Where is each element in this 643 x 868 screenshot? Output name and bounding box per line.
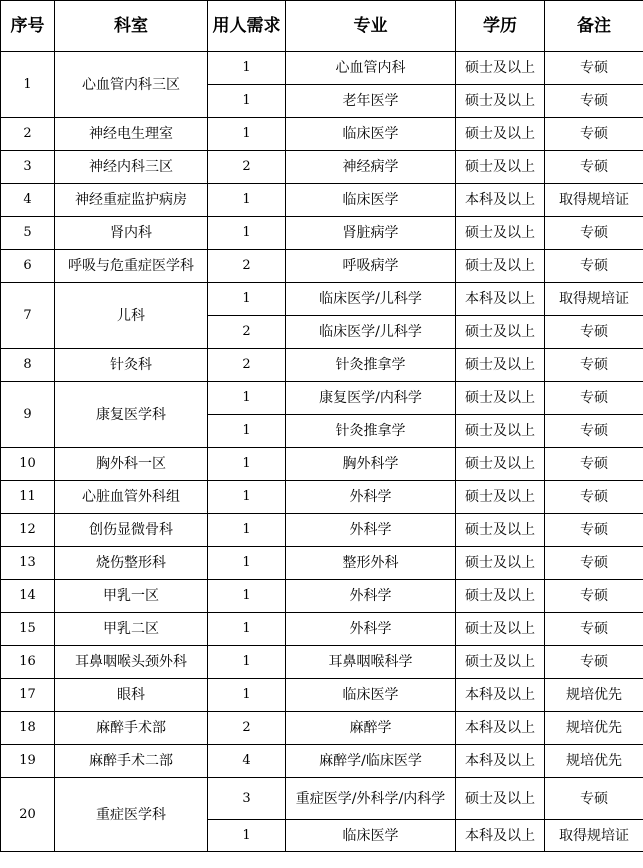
row-no: 17 (1, 679, 55, 712)
header-row (1, 1, 643, 52)
table-row (1, 250, 643, 283)
row-dept: 创伤显微骨科 (55, 514, 208, 547)
row-note: 专硕 (545, 778, 643, 820)
row-no: 20 (1, 778, 55, 852)
row-no: 7 (1, 283, 55, 349)
table-row (1, 349, 643, 382)
row-no: 9 (1, 382, 55, 448)
row-edu: 本科及以上 (456, 679, 545, 712)
header-no: 序号 (1, 1, 55, 52)
row-no: 13 (1, 547, 55, 580)
row-note: 取得规培证 (545, 283, 643, 316)
row-dept: 神经内科三区 (55, 151, 208, 184)
row-major: 临床医学 (286, 184, 456, 217)
row-note: 专硕 (545, 481, 643, 514)
row-edu: 硕士及以上 (456, 580, 545, 613)
row-count: 1 (208, 580, 286, 613)
row-edu: 硕士及以上 (456, 85, 545, 118)
row-note: 专硕 (545, 382, 643, 415)
row-major: 呼吸病学 (286, 250, 456, 283)
header-dept: 科室 (55, 1, 208, 52)
row-major: 康复医学/内科学 (286, 382, 456, 415)
row-count: 1 (208, 283, 286, 316)
row-edu: 硕士及以上 (456, 349, 545, 382)
row-count: 1 (208, 118, 286, 151)
table-row (1, 118, 643, 151)
row-major: 针灸推拿学 (286, 349, 456, 382)
row-major: 耳鼻咽喉科学 (286, 646, 456, 679)
row-edu: 硕士及以上 (456, 52, 545, 85)
row-dept: 神经重症监护病房 (55, 184, 208, 217)
row-note: 专硕 (545, 85, 643, 118)
row-note: 专硕 (545, 415, 643, 448)
row-edu: 硕士及以上 (456, 151, 545, 184)
row-count: 4 (208, 745, 286, 778)
row-major: 临床医学/儿科学 (286, 316, 456, 349)
table-row (1, 151, 643, 184)
row-no: 12 (1, 514, 55, 547)
row-note: 专硕 (545, 646, 643, 679)
row-major: 麻醉学/临床医学 (286, 745, 456, 778)
row-count: 1 (208, 679, 286, 712)
row-no: 8 (1, 349, 55, 382)
row-count: 1 (208, 85, 286, 118)
row-count: 2 (208, 316, 286, 349)
row-no: 14 (1, 580, 55, 613)
table-row (1, 580, 643, 613)
row-major: 外科学 (286, 514, 456, 547)
row-no: 19 (1, 745, 55, 778)
row-edu: 本科及以上 (456, 820, 545, 852)
row-count: 2 (208, 349, 286, 382)
row-dept: 麻醉手术二部 (55, 745, 208, 778)
row-edu: 硕士及以上 (456, 646, 545, 679)
row-edu: 硕士及以上 (456, 217, 545, 250)
table-row (1, 217, 643, 250)
row-major: 临床医学 (286, 679, 456, 712)
row-count: 1 (208, 514, 286, 547)
row-note: 专硕 (545, 613, 643, 646)
row-edu: 硕士及以上 (456, 250, 545, 283)
table-row (1, 745, 643, 778)
table-row (1, 481, 643, 514)
row-edu: 本科及以上 (456, 283, 545, 316)
table-row (1, 184, 643, 217)
table-row (1, 448, 643, 481)
row-edu: 硕士及以上 (456, 415, 545, 448)
row-major: 整形外科 (286, 547, 456, 580)
table-row (1, 679, 643, 712)
table-row (1, 778, 643, 820)
row-major: 外科学 (286, 613, 456, 646)
row-count: 2 (208, 250, 286, 283)
row-note: 规培优先 (545, 745, 643, 778)
row-no: 2 (1, 118, 55, 151)
row-note: 专硕 (545, 151, 643, 184)
row-count: 1 (208, 382, 286, 415)
row-note: 专硕 (545, 580, 643, 613)
row-count: 1 (208, 184, 286, 217)
row-dept: 烧伤整形科 (55, 547, 208, 580)
table-row (1, 712, 643, 745)
row-count: 2 (208, 151, 286, 184)
row-dept: 眼科 (55, 679, 208, 712)
row-no: 11 (1, 481, 55, 514)
row-note: 专硕 (545, 250, 643, 283)
row-major: 神经病学 (286, 151, 456, 184)
row-note: 专硕 (545, 448, 643, 481)
row-dept: 针灸科 (55, 349, 208, 382)
row-count: 1 (208, 547, 286, 580)
row-dept: 儿科 (55, 283, 208, 349)
row-edu: 硕士及以上 (456, 547, 545, 580)
row-note: 专硕 (545, 514, 643, 547)
row-no: 10 (1, 448, 55, 481)
row-edu: 本科及以上 (456, 184, 545, 217)
table-row (1, 514, 643, 547)
row-no: 15 (1, 613, 55, 646)
table-row (1, 613, 643, 646)
row-note: 取得规培证 (545, 184, 643, 217)
row-count: 1 (208, 646, 286, 679)
row-note: 规培优先 (545, 712, 643, 745)
row-count: 3 (208, 778, 286, 820)
row-edu: 硕士及以上 (456, 316, 545, 349)
row-count: 1 (208, 448, 286, 481)
row-edu: 硕士及以上 (456, 514, 545, 547)
row-dept: 康复医学科 (55, 382, 208, 448)
header-edu: 学历 (456, 1, 545, 52)
row-edu: 本科及以上 (456, 712, 545, 745)
row-dept: 神经电生理室 (55, 118, 208, 151)
row-count: 2 (208, 712, 286, 745)
row-major: 针灸推拿学 (286, 415, 456, 448)
row-dept: 心脏血管外科组 (55, 481, 208, 514)
row-note: 专硕 (545, 52, 643, 85)
row-no: 5 (1, 217, 55, 250)
row-no: 3 (1, 151, 55, 184)
row-count: 1 (208, 52, 286, 85)
row-note: 专硕 (545, 547, 643, 580)
row-major: 麻醉学 (286, 712, 456, 745)
row-edu: 本科及以上 (456, 745, 545, 778)
row-major: 心血管内科 (286, 52, 456, 85)
row-dept: 麻醉手术部 (55, 712, 208, 745)
row-dept: 甲乳二区 (55, 613, 208, 646)
row-dept: 呼吸与危重症医学科 (55, 250, 208, 283)
row-no: 16 (1, 646, 55, 679)
header-major: 专业 (286, 1, 456, 52)
row-edu: 硕士及以上 (456, 118, 545, 151)
row-major: 胸外科学 (286, 448, 456, 481)
row-dept: 甲乳一区 (55, 580, 208, 613)
table-row (1, 547, 643, 580)
row-edu: 硕士及以上 (456, 778, 545, 820)
row-dept: 耳鼻咽喉头颈外科 (55, 646, 208, 679)
row-no: 4 (1, 184, 55, 217)
row-count: 1 (208, 820, 286, 852)
row-no: 6 (1, 250, 55, 283)
row-dept: 胸外科一区 (55, 448, 208, 481)
row-major: 重症医学/外科学/内科学 (286, 778, 456, 820)
table-row (1, 283, 643, 316)
row-edu: 硕士及以上 (456, 448, 545, 481)
table-row (1, 382, 643, 415)
row-count: 1 (208, 415, 286, 448)
row-note: 专硕 (545, 118, 643, 151)
row-note: 专硕 (545, 316, 643, 349)
row-note: 规培优先 (545, 679, 643, 712)
table-row (1, 646, 643, 679)
row-major: 外科学 (286, 481, 456, 514)
row-major: 老年医学 (286, 85, 456, 118)
row-edu: 硕士及以上 (456, 382, 545, 415)
row-major: 临床医学/儿科学 (286, 283, 456, 316)
row-edu: 硕士及以上 (456, 613, 545, 646)
row-count: 1 (208, 613, 286, 646)
header-count: 用人需求 (208, 1, 286, 52)
row-dept: 心血管内科三区 (55, 52, 208, 118)
row-note: 取得规培证 (545, 820, 643, 852)
row-major: 外科学 (286, 580, 456, 613)
row-dept: 肾内科 (55, 217, 208, 250)
row-major: 临床医学 (286, 118, 456, 151)
row-count: 1 (208, 481, 286, 514)
header-note: 备注 (545, 1, 643, 52)
row-note: 专硕 (545, 349, 643, 382)
row-edu: 硕士及以上 (456, 481, 545, 514)
row-no: 18 (1, 712, 55, 745)
row-note: 专硕 (545, 217, 643, 250)
row-major: 临床医学 (286, 820, 456, 852)
row-count: 1 (208, 217, 286, 250)
row-dept: 重症医学科 (55, 778, 208, 852)
row-no: 1 (1, 52, 55, 118)
row-major: 肾脏病学 (286, 217, 456, 250)
table-row (1, 52, 643, 85)
